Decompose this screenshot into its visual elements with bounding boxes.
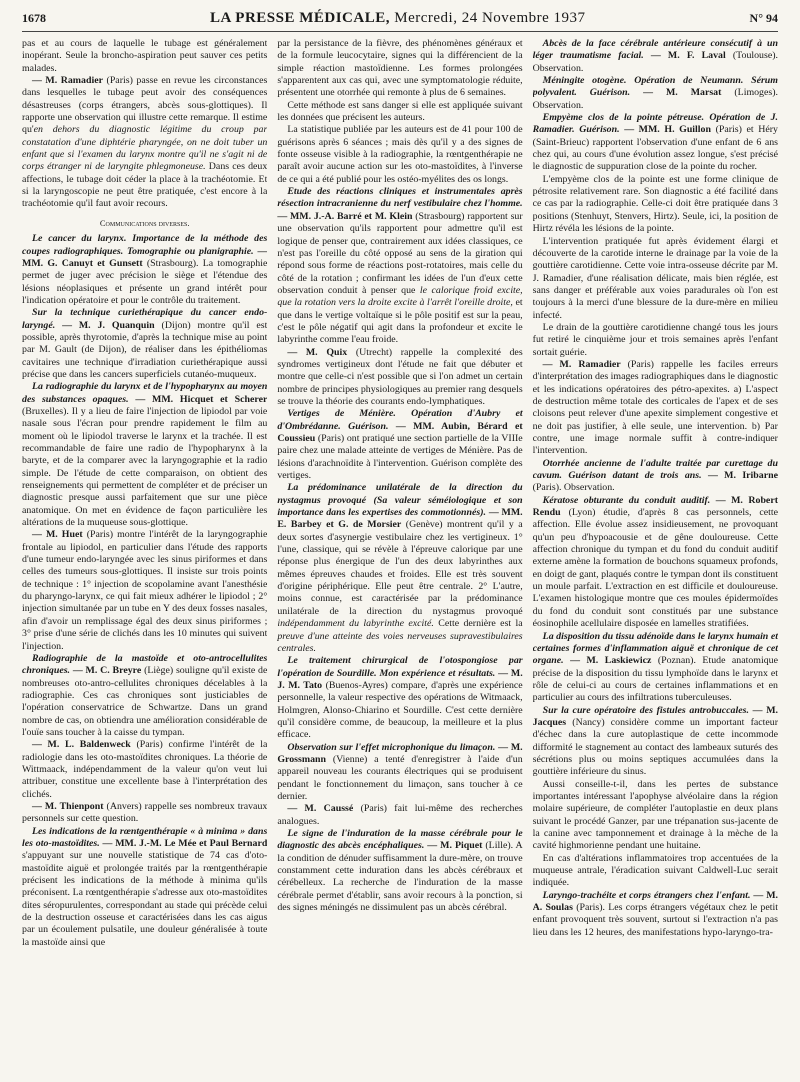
column-1	[22, 38, 267, 1074]
paragraph: pas et au cours de laquelle le tubage est généralement inopérant. Seule la broncho-aspiration peut sauver ces petits malades.	[22, 38, 268, 74]
paragraph: Le drain de la gouttière carotidienne changé tous les jours fut retiré le cinquième jour et trois semaines après l'enfant sortait guérie.	[532, 321, 778, 358]
paragraph: Cette méthode est sans danger si elle est appliquée suivant les données que précisent les auteurs.	[277, 99, 523, 124]
communication: Empyème clos de la pointe pétreuse. Opération de J. Ramadier. Guérison. — MM. H. Guillon (Paris) et Héry (Saint-Brieuc) rapportent l'observation d'une enfant de 6 ans chez qui, au cours d'une évolution assez longue, s'est précisé le diagnostic de suppuration close de la pointe du rocher.	[532, 112, 778, 173]
journal-title: LA PRESSE MÉDICALE,	[210, 10, 390, 26]
page-header	[22, 0, 778, 32]
communication: Radiographie de la mastoïde et oto-antrocellulites chroniques. — M. C. Breyre (Liège) souligne qu'il existe de nombreuses oto-antro-cellulites chroniques décelables à la radiographie. Ces cas chroniques sont justiciables de l'opération conservatrice de Schwartze. Dans un grand nombre de cas, on obtiendra une amélioration considérable de l'ouïe sans toucher à la caisse du tympan.	[22, 652, 268, 738]
paragraph: par la persistance de la fièvre, des phénomènes généraux et de la formule leucocytaire, signes qui la différencient de la simple réaction mastoïdienne. Les formes prolongées s'apparentent aux cas qui, avec une symptomatologie réduite, présentent une otorrhée qui remonte à plus de 6 semaines.	[277, 38, 523, 99]
communication: Méningite otogène. Opération de Neumann. Sérum polyvalent. Guérison. — M. Marsat (Limoges). Observation.	[532, 75, 778, 111]
communication: La prédominance unilatérale de la direction du nystagmus provoqué (Sa valeur séméiologique et son importance dans les expertises des commotionnés). — MM. E. Barbey et G. de Morsier (Genève) montrent qu'il y a deux sortes d'asynergie vestibulaire chez les vertigineux. 1° l'une, classique, qui se révèle à l'épreuve calorique par une réponse plus énergique de l'un des deux labyrinthes aux mêmes épreuves chaudes et froides. Elle est très souvent d'origine périphérique. Elle peut être centrale. 2° L'autre, moins connue, est caractérisée par la prédominance unilatérale de la direction du nystagmus provoqué indépendamment du labyrinthe excité. Cette dernière est la preuve d'une atteinte des voies nerveuses supravestibulaires centrales.	[277, 482, 523, 654]
communication: Le cancer du larynx. Importance de la méthode des coupes radiographiques. Tomographie ou planigraphie. — MM. G. Canuyt et Gunsett (Strasbourg). La tomographie permet de juger avec précision le siège et l'étendue des lésions néoplasiques et présente un grand intérêt pour l'indication opératoire et pour le contrôle du traitement.	[22, 233, 268, 306]
communication: Observation sur l'effet microphonique du limaçon. — M. Grossmann (Vienne) a tenté d'enregistrer à l'aide d'un appareil nouveau les courants électriques qui se produisent pendant le fonctionnement du limaçon, sans toucher à ce dernier.	[277, 741, 523, 802]
communication: Abcès de la face cérébrale antérieure consécutif à un léger traumatisme facial. — M. F. Laval (Toulouse). Observation.	[532, 38, 778, 74]
paragraph: La statistique publiée par les auteurs est de 41 pour 100 de guérisons après 6 séances ; mais dès qu'il y a des signes de fonte osseuse visible à la radiographie, la rœntgenthérapie ne paraît avoir aucune action sur les oto-mastoïdites, à l'inverse de ce qui a été publié pour les ostéo-myélites des os longs.	[277, 124, 523, 185]
communication: Etude des réactions cliniques et instrumentales après résection intracranienne du nerf vestibulaire chez l'homme. — MM. J.-A. Barré et M. Klein (Strasbourg) rapportent sur une observation qu'ils rapportent pour admettre qu'il est logique de penser que, contrairement aux idées classiques, ce n'est pas l'oreille du côté opposé au sens de la giration qui répond sous forme de réactions post-rotatoires, mais celle du côté de la rotation ; confirmant les idées de l'un d'eux cette observation conduit à penser que le calorique froid excite, que la rotation vers la droite excite à l'arrêt l'oreille droite, et que dans le vertige voltaïque si le pôle positif est sur la peau, c'est le pôle négatif qui agit dans la profondeur et excite le labyrinthe comme l'eau froide.	[277, 186, 523, 346]
communication: Vertiges de Ménière. Opération d'Aubry et d'Ombrédanne. Guérison. — MM. Aubin, Bérard et Coussieu (Paris) ont pratiqué une section partielle de la VIIIe paire chez une malade atteinte de vertiges de Ménière. Pas de lésions d'arachnoïdite à l'intervention. Guérison complète des vertiges.	[277, 408, 523, 482]
communication: Otorrhée ancienne de l'adulte traitée par curettage du cavum. Guérison datant de trois ans. — M. Iribarne (Paris). Observation.	[532, 457, 778, 494]
section-heading: Communications diverses.	[99, 217, 190, 228]
communication: La radiographie du larynx et de l'hypopharynx au moyen des substances opaques. — MM. Hicquet et Scherer (Bruxelles). Il y a lieu de faire l'injection de lipiodol par voie nasale sous l'écran pour prendre rapidement le film au moment où le lipiodol traverse le larynx et la trachée. Il est recommandable de faire une radio de l'hypopharynx à la baryte, et de la comparer avec la laryngographie et la radio simple. De l'étude de cette comparaison, on obtient des renseignements qui permettent de compléter et de préciser un diagnostic presque aussi parfaitement que sur une pièce anatomique. On met en évidence de façon particulière les altérations de la muqueuse sous-glottique.	[22, 381, 268, 529]
communication: Kératose obturante du conduit auditif. — M. Robert Rendu (Lyon) étudie, d'après 8 cas personnels, cette affection. Elle évolue assez insidieusement, ne provoquant qu'un peu d'hypoacousie et de gêne douloureuse. Cette affection chronique du tympan et du fond du conduit auditif externe amène la formation de bouchons squameux profonds, en doigt de gant, plaqués contre le tympan dont ils constituent un moule parfait. L'extraction en est difficile et douloureuse. L'examen histologique montre que ces moules épidermoïdes du fond du conduit sont constitués par une substance éosinophile acellulaire disposée en lamelles stratifiées.	[532, 494, 778, 630]
text-columns	[22, 38, 778, 1074]
paragraph: L'intervention pratiquée fut après évidement élargi et découverte de la carotide interne le drainage par la voie de la gouttière carotidienne. Cette voie intra-osseuse décrite par M. J. Ramadier, d'une réalisation délicate, mais bien réglée, est sans danger et préférable aux voies paradurales où l'on est toujours à la merci d'une blessure de la dure-mère en milieu infecté.	[532, 235, 778, 321]
communication: La disposition du tissu adénoïde dans le larynx humain et certaines formes d'inflammation aiguë et chronique de cet organe. — M. Laskiewicz (Poznan). Etude anatomique précise de la disposition du tissu lymphoïde dans le larynx et rôle de celui-ci au cours de certaines inflammations et en particulier au cours des infiltrations tuberculeuses.	[532, 630, 778, 704]
discussion: — M. Ramadier (Paris) rappelle les faciles erreurs d'interprétation des images radiographiques dans le diagnostic et les indications opératoires des pétro-apexites. a) L'aspect de destruction même totale des corticales de l'apex et de ses cloisons peut relever d'une apexite simplement congestive et ne doit pas justifier, à elle seule, une intervention. b) Par contre, une image normale suffit à contre-indiquer l'intervention.	[532, 358, 778, 457]
discussion: — M. Huet (Paris) montre l'intérêt de la laryngographie frontale au lipiodol, en particulier dans l'étude des rapports d'une tumeur endo-laryngée avec les sinus piriformes et dans celles des tumeurs sous-glottiques. Il insiste sur trois points de technique : 1° injection de scopolamine avant l'anesthésie du pharyngo-larynx, ce qui fait mieux adhérer le lipiodol ; 2° injection simultanée par un tube en Y des deux fosses nasales, afin d'avoir un remplissage égal des deux sinus piriformes ; 3° prise d'une série de clichés dans les 10 minutes qui suivent l'injection.	[22, 529, 268, 652]
communication: Laryngo-trachéite et corps étrangers chez l'enfant. — M. A. Soulas (Paris). Les corps étrangers végétaux chez le petit enfant provoquent très souvent, surtout si l'extraction n'a pas lieu dans les 12 heures, des manifestations hypo-laryngo-tra-	[532, 889, 778, 938]
discussion: — M. Caussé (Paris) fait lui-même des recherches analogues.	[277, 803, 523, 827]
communication: Les indications de la rœntgenthérapie « à minima » dans les oto-mastoïdites. — MM. J.-M. Le Mée et Paul Bernard s'appuyant sur une nouvelle statistique de 74 cas d'oto-mastoïdite aiguë et prolongée traités par la rœntgenthérapie précisent les indications de la méthode à minima qu'ils préconisent. La rœntgenthérapie s'adresse aux oto-mastoïdites dites séropurulentes, correspondant au stade qui précède celui de la destruction osseuse et caractérisées dans les cas aigus par un écoulement pulsatile, une douleur généralisée à toute la mastoïde ainsi que	[22, 825, 268, 948]
paragraph: En cas d'altérations inflammatoires trop accentuées de la muqueuse antrale, l'éradication suivant Caldwell-Luc serait indiquée.	[532, 852, 778, 889]
communication: Sur la technique curiethérapique du cancer endo-laryngé. — M. J. Quanquin (Dijon) montre qu'il est possible, après thyrotomie, d'après la technique mise au point par M. Gault (de Dijon), de réaliser dans les épithéliomas cavitaires une technique d'irradiation curiethérapique aussi précise que dans les cancers superficiels cutanéo-muqueux.	[22, 307, 268, 380]
running-head	[210, 10, 586, 27]
issue-number: N° 94	[749, 11, 778, 25]
issue-date: Mercredi, 24 Novembre 1937	[394, 10, 586, 26]
paragraph: L'empyème clos de la pointe est une forme clinique de pétrosite relativement rare. Son diagnostic a été facilité dans ce cas par la radiographie. Celle-ci doit être pratiquée dans 3 positions (Stenhuyt, Stenvers, Hirtz). Seule, ici, la position de Hirtz révéla les lésions de la pointe.	[532, 173, 778, 235]
paragraph: — M. Ramadier (Paris) passe en revue les circonstances dans lesquelles le tubage peut avoir des conséquences désastreuses (corps étrangers, abcès sous-glottiques). Il rapporte une observation qui illustre cette remarque. Il estime qu'en dehors du diagnostic légitime du croup par constatation d'une diphtérie pharyngée, on ne doit tuber un enfant que si l'examen du larynx montre qu'il ne s'agit ni de corps étranger ni de laryngite phlegmoneuse. Dans ces deux affections, le tubage doit céder la place à la trachéotomie. Et si la laryngoscopie ne peut être pratiquée, c'est encore à la trachéotomie qu'il faut avoir recours.	[22, 75, 268, 210]
communication: Le signe de l'induration de la masse cérébrale pour le diagnostic des abcès encéphaliques. — M. Piquet (Lille). A la condition de dénuder suffisamment la dure-mère, on trouve constamment cette induration dans les abcès cérébraux et cérébelleux. La recherche de l'induration de la masse cérébrale permet d'établir, sans avoir recours à la ponction, si des signes méningés ne dissimulent pas un abcès cérébral.	[277, 828, 523, 914]
column-3	[533, 38, 778, 1074]
discussion: — M. L. Baldenweck (Paris) confirme l'intérêt de la radiologie dans les oto-mastoïdites chroniques. La théorie de Wittmaack, indépendamment de la valeur qu'on veut lui attribuer, constitue une excellente base à l'interprétation des clichés.	[22, 739, 268, 800]
paragraph: Aussi conseille-t-il, dans les pertes de substance importantes intéressant l'apophyse alvéolaire dans la région molaire supérieure, de compléter l'autoplastie en deux plans suivant le procédé Ganzer, par une trépanation sus-jacente de la canine avec tamponnement et drainage à la mèche de la cavité highmorienne pendant une huitaine.	[532, 778, 778, 852]
discussion: — M. Thienpont (Anvers) rappelle ses nombreux travaux personnels sur cette question.	[22, 800, 268, 825]
communication: Le traitement chirurgical de l'otospongiose par l'opération de Sourdille. Mon expérience et résultats. — M. J. M. Tato (Buenos-Ayres) compare, d'après une expérience personnelle, la valeur respective des opérations de Witmaack, Holmgren, Alonso-Chiarino et Sourdille. C'est cette dernière qu'il considère comme, de beaucoup, la meilleure et la plus efficace.	[277, 655, 523, 741]
page-number: 1678	[22, 11, 46, 25]
communication: Sur la cure opératoire des fistules antrobuccales. — M. Jacques (Nancy) considère comme un important facteur d'échec dans la cure autoplastique de cette incommode difformité le stagnement au contact des lambeaux suturés des sécrétions plus ou moins septiques accumulées dans la gouttière inférieure du sinus.	[532, 704, 778, 778]
discussion: — M. Quix (Utrecht) rappelle la complexité des syndromes vertigineux dont l'étude ne fait que débuter et montre que celle-ci n'est possible que si l'on admet un certain nombre de principes physiologiques au premier rang desquels se trouve la théorie des courants endo-lymphatiques.	[277, 346, 523, 407]
column-2	[277, 38, 522, 1074]
